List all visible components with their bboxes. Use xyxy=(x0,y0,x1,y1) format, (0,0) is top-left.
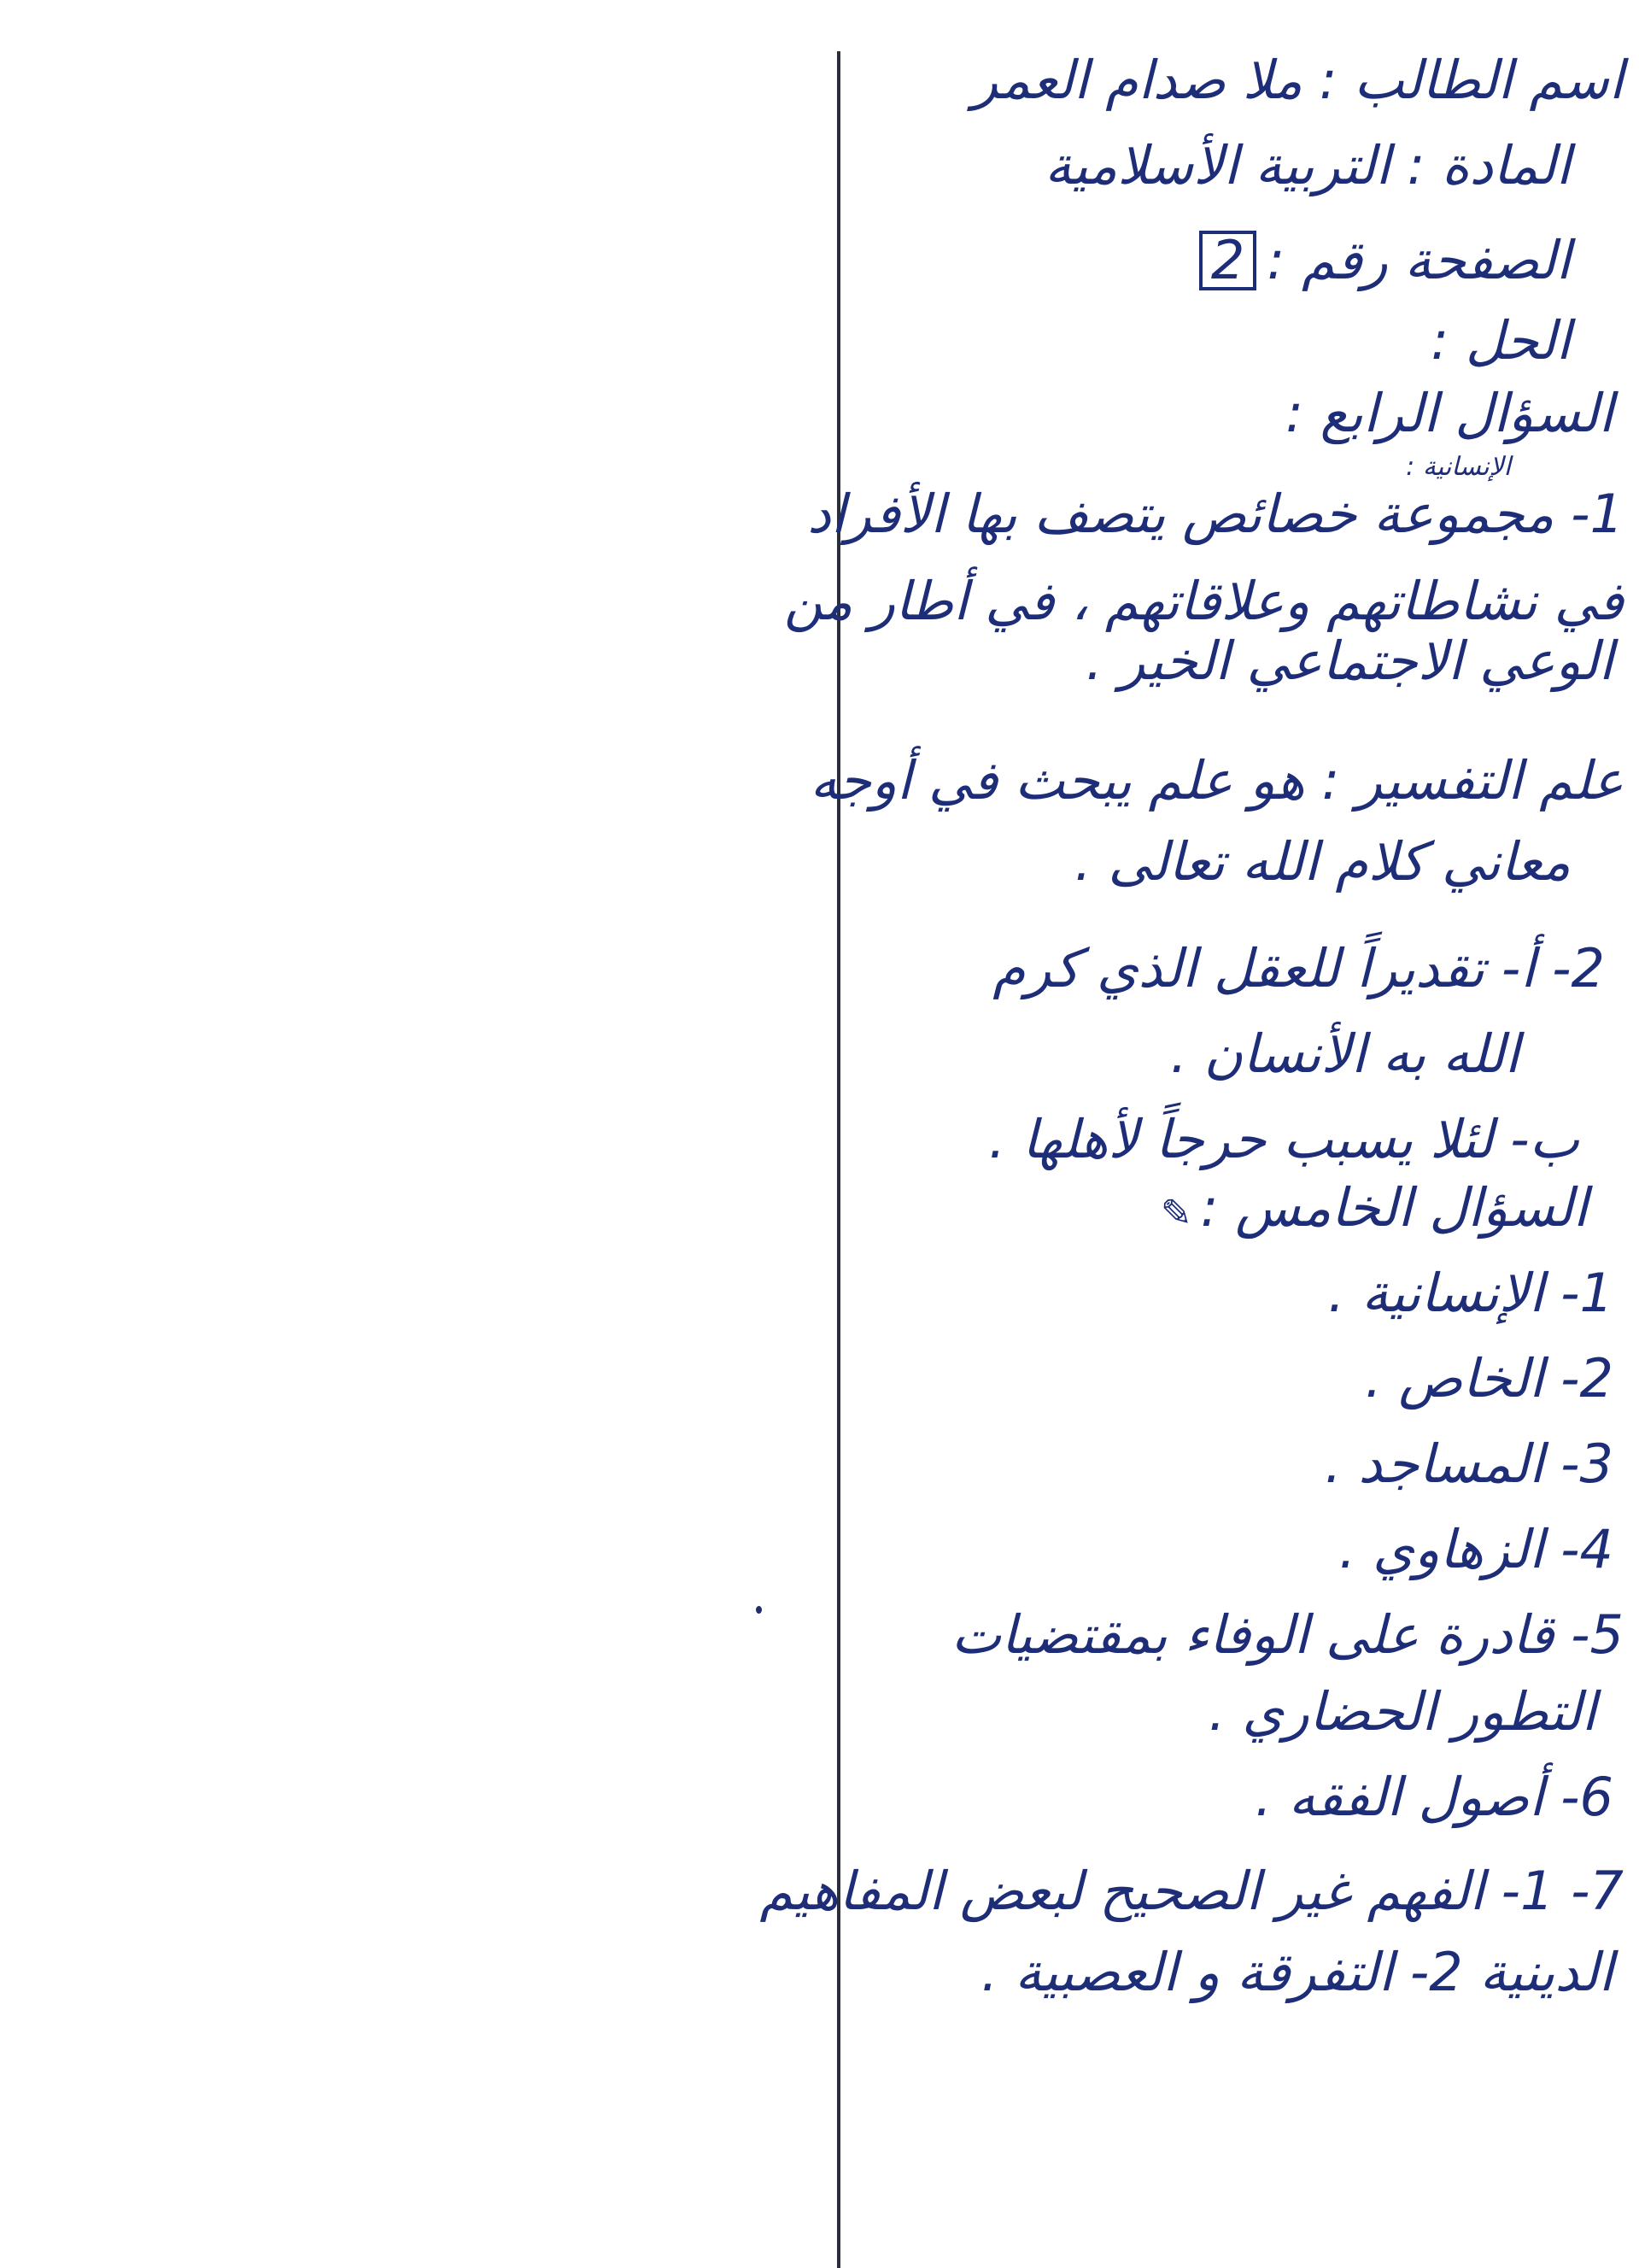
page-number-label: الصفحة رقم : xyxy=(1267,229,1571,291)
q5-answer1: 1- الإنسانية . xyxy=(1327,1262,1613,1324)
page-number-line xyxy=(1199,231,1571,290)
q4-answer1b-line2: معاني كلام الله تعالى . xyxy=(1074,830,1571,893)
q5-answer3: 3- المساجد . xyxy=(1325,1433,1613,1495)
margin-line xyxy=(837,51,840,2268)
q4-answer1-line2: في نشاطاتهم وعلاقاتهم ، في أطار من xyxy=(783,570,1624,632)
q5-answer7-line1: 7- 1- الفهم غير الصحيح لبعض المفاهيم xyxy=(759,1860,1624,1922)
subject-line: المادة : التربية الأسلامية xyxy=(1045,134,1571,196)
q4-title: السؤال الرابع : xyxy=(1285,382,1613,444)
q4-answer2a-line1: 2- أ- تقديراً للعقل الذي كرم xyxy=(992,937,1605,999)
q5-title: السؤال الخامس : xyxy=(1200,1176,1588,1239)
q5-answer6: 6- أصول الفقه . xyxy=(1255,1766,1613,1828)
q5-title-line xyxy=(1160,1176,1588,1239)
q4-answer1b-line1: علم التفسير : هو علم يبحث في أوجه xyxy=(810,749,1624,812)
q5-answer5-line1: 5- قادرة على الوفاء بمقتضيات xyxy=(951,1603,1624,1666)
ink-dot xyxy=(756,1606,762,1614)
q4-answer1-line3: الوعي الاجتماعي الخير . xyxy=(1086,630,1613,692)
q5-answer7-line2: الدينية 2- التفرقة و العصبية . xyxy=(980,1941,1613,2003)
q5-answer2: 2- الخاص . xyxy=(1365,1347,1613,1409)
pen-mark-icon: ✎ xyxy=(1160,1192,1192,1235)
q4-inserted-word: الإنسانية : xyxy=(1406,452,1511,482)
q4-answer2b: ب- لئلا يسبب حرجاً لأهلها . xyxy=(988,1108,1579,1170)
page-number-box: 2 xyxy=(1199,231,1256,290)
q4-answer2a-line2: الله به الأنسان . xyxy=(1170,1023,1519,1085)
q5-answer4: 4- الزهاوي . xyxy=(1338,1518,1613,1580)
student-name-line: اسم الطالب : ملا صدام العمر xyxy=(972,49,1624,111)
q4-answer1-line1: 1- مجموعة خصائص يتصف بها الأفراد xyxy=(807,483,1624,545)
solution-label: الحل : xyxy=(1431,309,1571,372)
q5-answer5-line2: التطور الحضاري . xyxy=(1208,1680,1596,1743)
